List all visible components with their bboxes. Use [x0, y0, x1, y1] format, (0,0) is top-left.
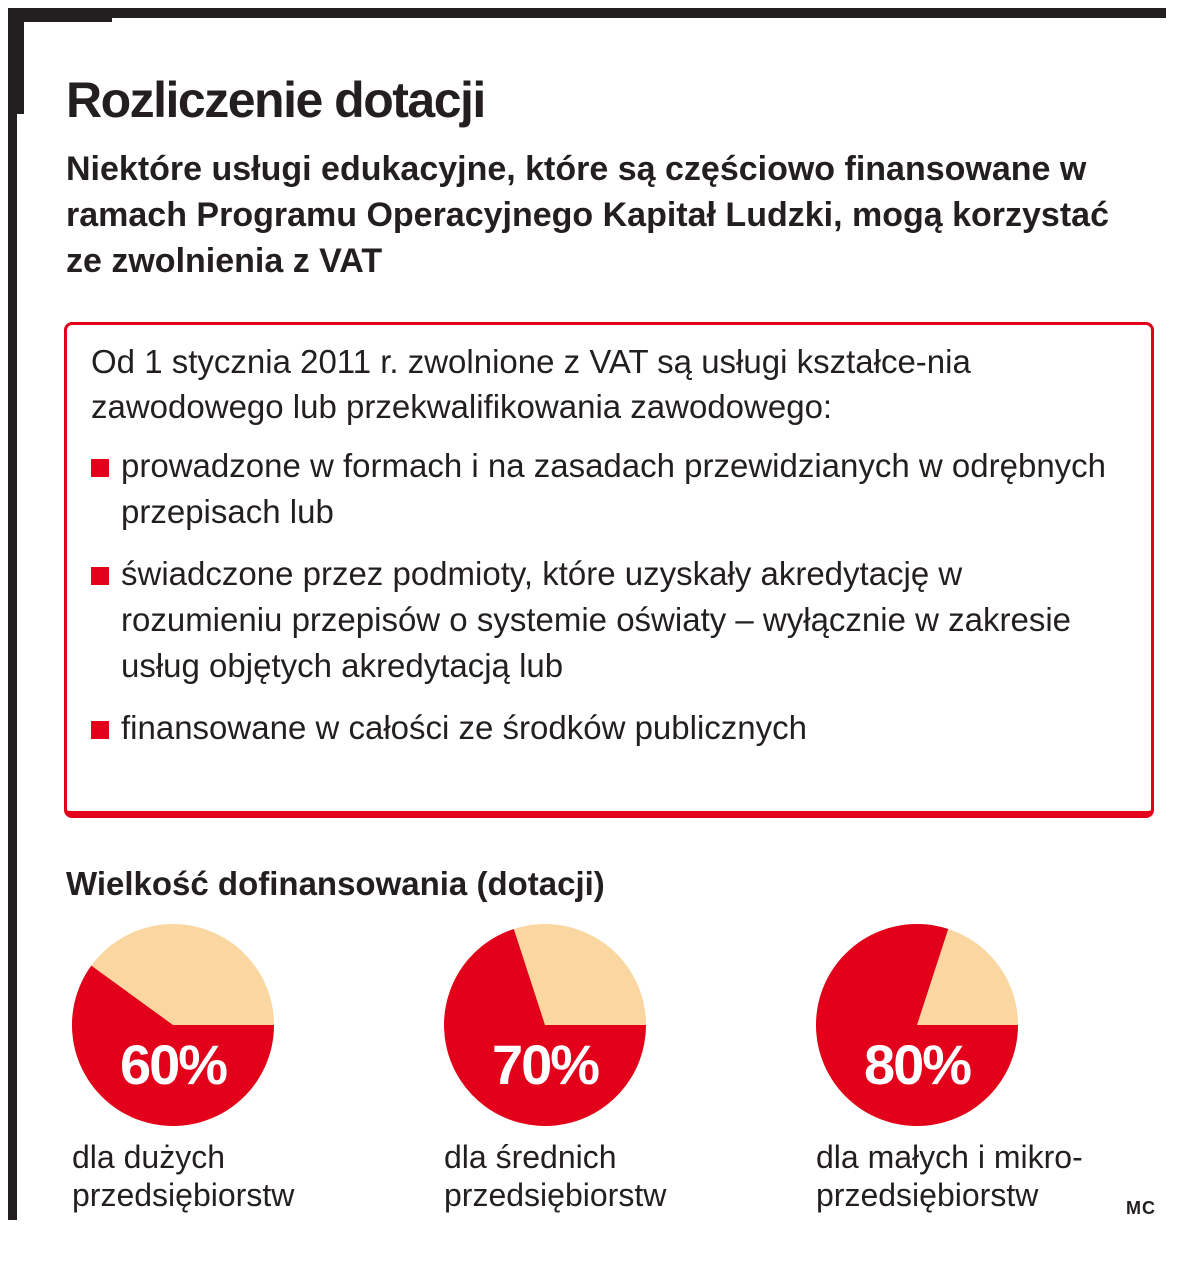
pie-caption-line: dla dużych [72, 1139, 225, 1175]
frame-top-rule [8, 8, 1166, 18]
frame-left-rule [8, 8, 17, 1220]
author-credit: MC [1126, 1198, 1156, 1218]
pie-chart-large [70, 922, 276, 1128]
pie-group-medium [442, 922, 772, 1214]
info-list [91, 443, 1111, 751]
pie-caption-line: przedsiębiorstw [444, 1177, 667, 1213]
info-list-item-text: świadczone przez podmioty, które uzyskały akredytację w rozumieniu przepisów o systemie oświaty – wyłącznie w zakresie usług objętych akredytacją lub [121, 555, 1072, 684]
pie-group-small [814, 922, 1144, 1214]
pie-chart-medium [442, 922, 648, 1128]
pie-group-large [70, 922, 400, 1214]
page-subtitle: Niektóre usługi edukacyjne, które są częściowo finansowane w ramach Programu Operacyjnego Kapitał Ludzki, mogą korzystać ze zwolnienia z VAT [66, 150, 1109, 280]
pie-value-label: 60% [119, 1033, 227, 1096]
pie-caption [72, 1138, 400, 1214]
bullet-square-icon [91, 721, 109, 739]
info-list-item-text: finansowane w całości ze środków publicznych [121, 709, 808, 746]
pie-caption-line: przedsiębiorstw [816, 1177, 1039, 1213]
page-title: Rozliczenie dotacji [66, 72, 485, 128]
info-list-item [91, 705, 1111, 751]
info-list-item-text: prowadzone w formach i na zasadach przewidzianych w odrębnych przepisach lub [121, 447, 1107, 530]
bullet-square-icon [91, 567, 109, 585]
pie-caption-line: dla małych i mikro- [816, 1139, 1083, 1175]
info-box [64, 322, 1154, 818]
pie-caption [816, 1138, 1144, 1214]
pie-chart-small [814, 922, 1020, 1128]
pie-caption [444, 1138, 772, 1214]
info-list-item [91, 551, 1111, 689]
info-list-item [91, 443, 1111, 535]
info-intro: Od 1 stycznia 2011 r. zwolnione z VAT są usługi kształce-nia zawodowego lub przekwalifikowania zawodowego: [91, 343, 971, 425]
pie-caption-line: przedsiębiorstw [72, 1177, 295, 1213]
chart-title: Wielkość dofinansowania (dotacji) [66, 865, 605, 902]
pie-caption-line: dla średnich [444, 1139, 617, 1175]
pie-value-label: 80% [863, 1033, 971, 1096]
bullet-square-icon [91, 459, 109, 477]
pie-value-label: 70% [491, 1033, 599, 1096]
